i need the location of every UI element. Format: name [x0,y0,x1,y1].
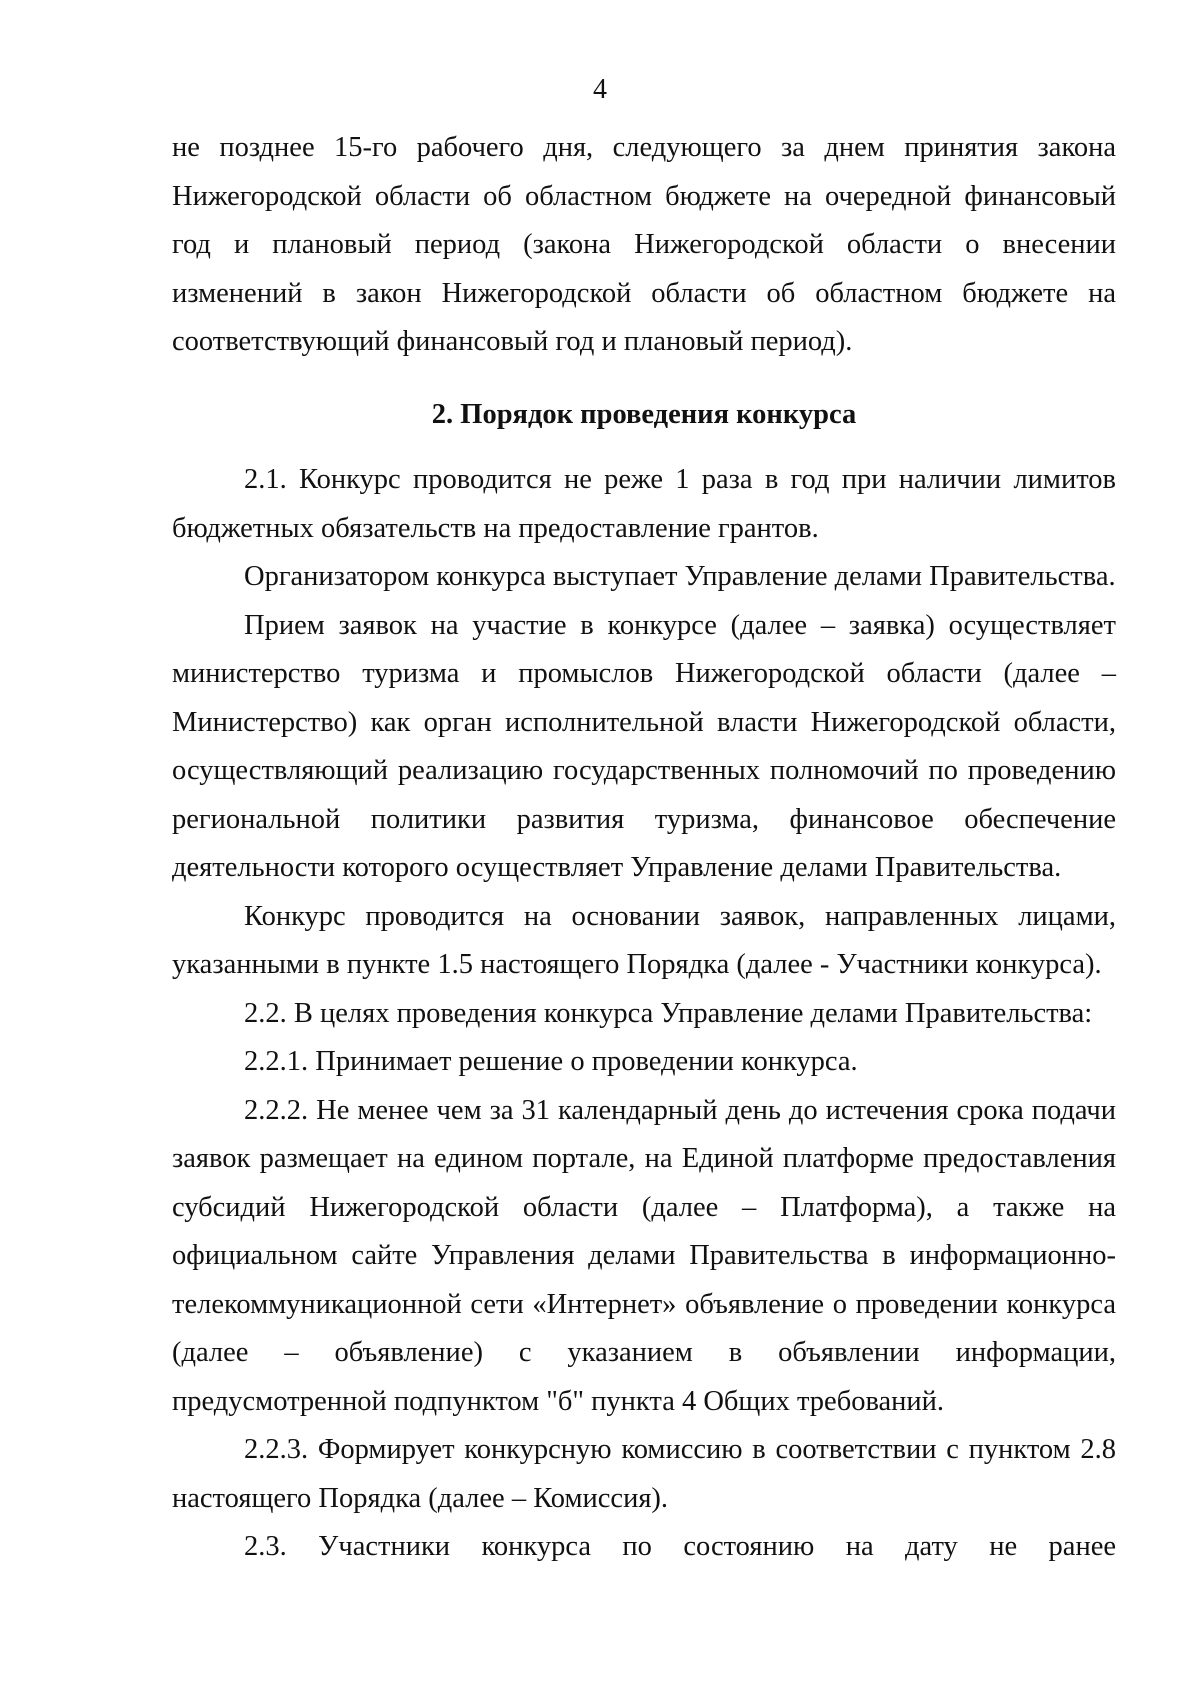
paragraph-2-1: 2.1. Конкурс проводится не реже 1 раза в год при наличии лимитов бюджетных обязательств на предоставление грантов. [172,464,1116,544]
intro-paragraph: не позднее 15-го рабочего дня, следующего за днем принятия закона Нижегородской области об областном бюджете на очередной финансовый год и плановый период (закона Нижегородской области о внесении изменений в закон Нижегородской области об областном бюджете на соответствующий финансовый год и плановый период). [172,132,1116,357]
paragraph-organizer: Организатором конкурса выступает Управление делами Правительства. [244,561,1116,592]
page-number: 4 [593,74,607,105]
paragraph-2-2-1: 2.2.1. Принимает решение о проведении конкурса. [244,1046,858,1077]
paragraph-2-2-3: 2.2.3. Формирует конкурсную комиссию в соответствии с пунктом 2.8 настоящего Порядка (далее – Комиссия). [172,1434,1116,1514]
paragraph-basis: Конкурс проводится на основании заявок, направленных лицами, указанными в пункте 1.5 настоящего Порядка (далее - Участники конкурса). [172,900,1116,980]
paragraph-applications: Прием заявок на участие в конкурсе (далее – заявка) осуществляет министерство туризма и промыслов Нижегородской области (далее – Министерство) как орган исполнительной власти Нижегородской области, осуществляющий реализацию государственных полномочий по проведению региональной политики развития туризма, финансовое обеспечение деятельности которого осуществляет Управление делами Правительства. [172,609,1116,883]
paragraph-2-2-2: 2.2.2. Не менее чем за 31 календарный день до истечения срока подачи заявок размещает на едином портале, на Единой платформе предоставления субсидий Нижегородской области (далее – Платформа), а также на официальном сайте Управления делами Правительства в информационно-телекоммуникационной сети «Интернет» объявление о проведении конкурса (далее – объявление) с указанием в объявлении информации, предусмотренной подпунктом "б" пункта 4 Общих требований. [172,1094,1116,1417]
paragraph-2-2: 2.2. В целях проведения конкурса Управление делами Правительства: [244,997,1093,1029]
document-body [172,124,1116,1572]
section-heading: 2. Порядок проведения конкурса [431,398,857,430]
paragraph-2-3: 2.3. Участники конкурса по состоянию на дату не ранее [244,1531,1116,1562]
